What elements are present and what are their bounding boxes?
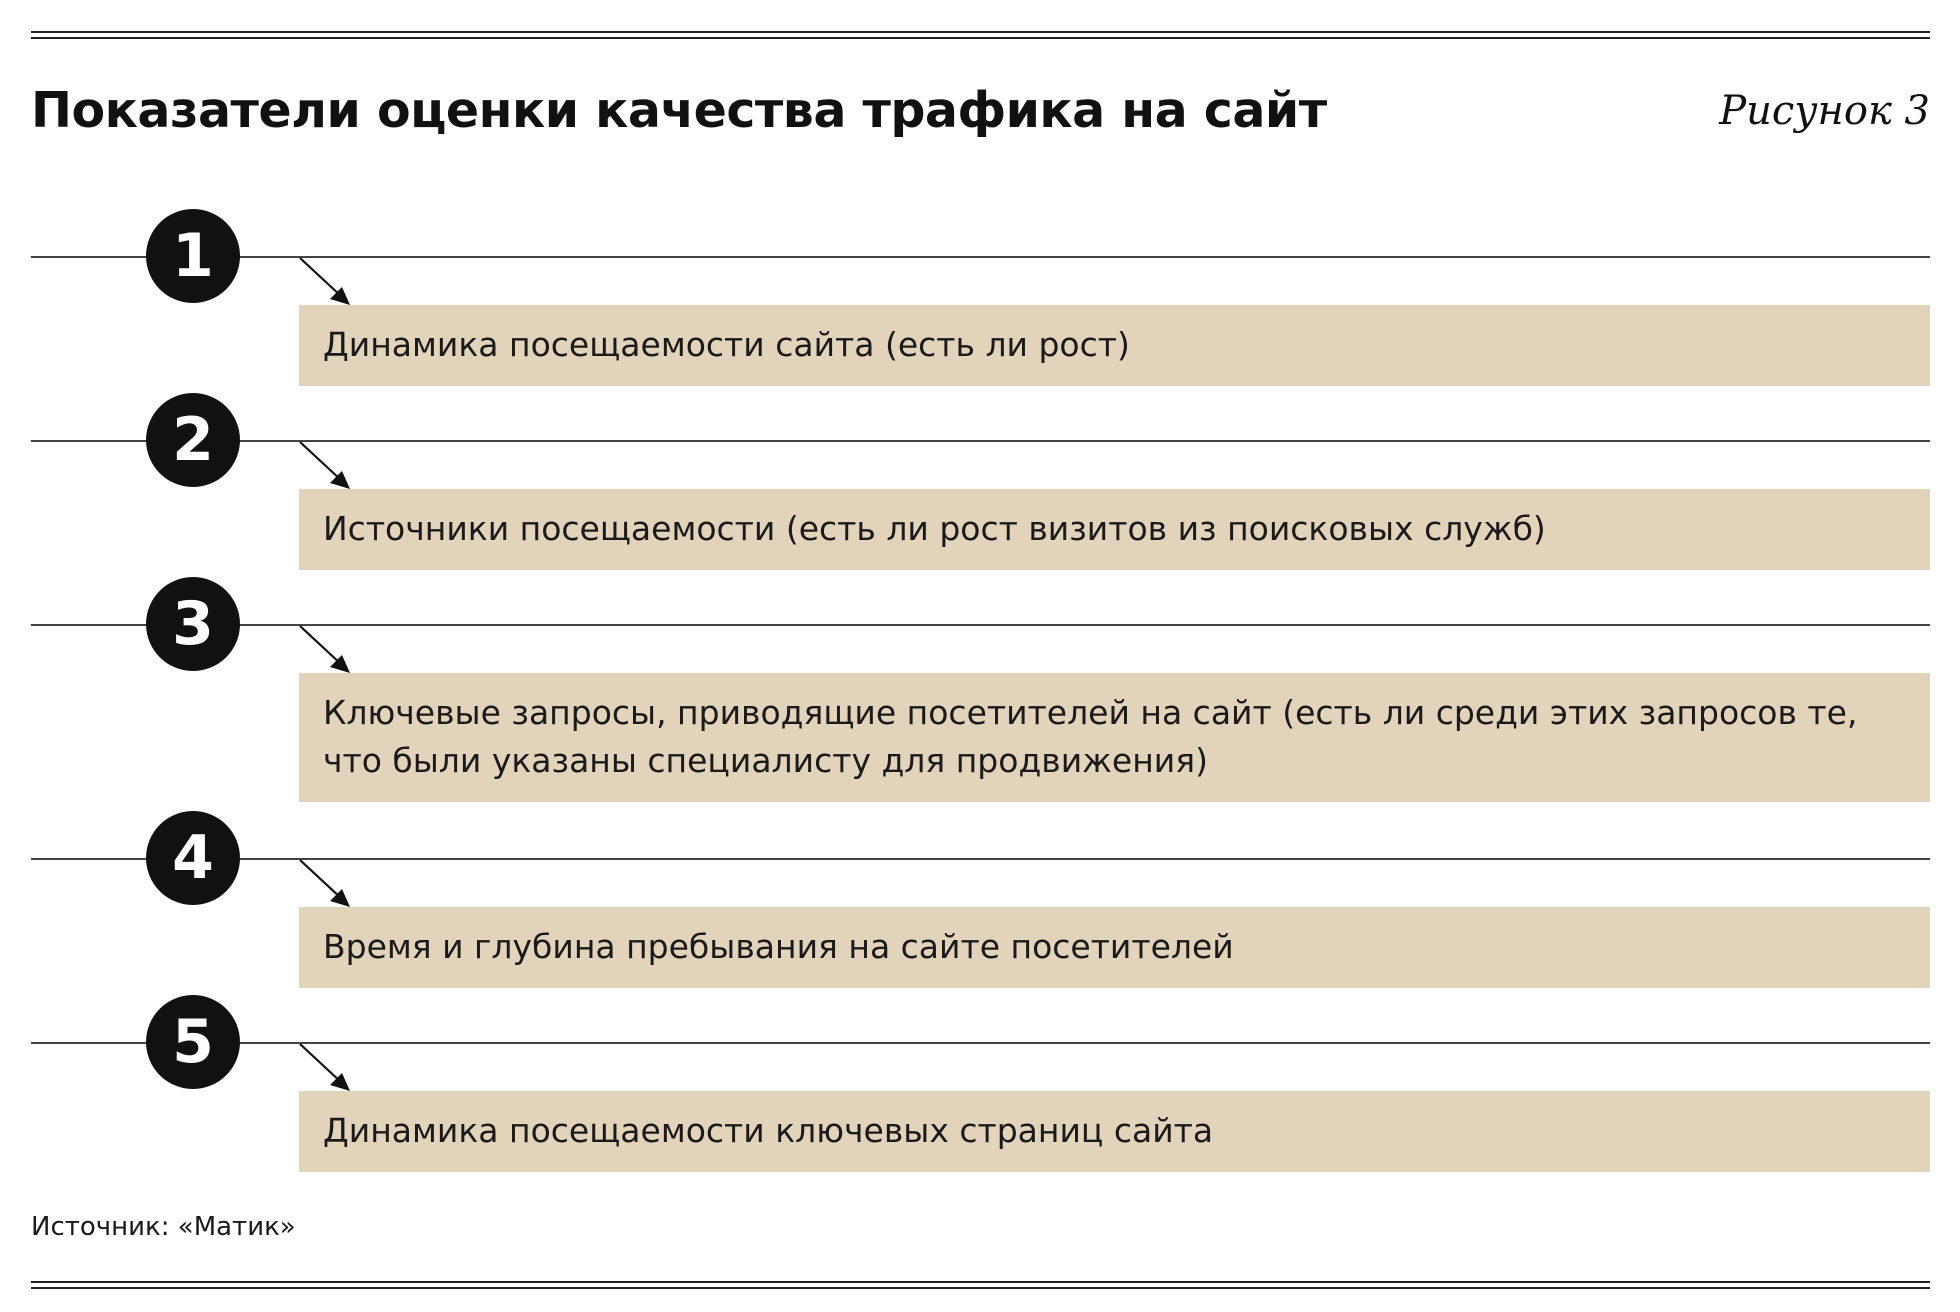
bottom-double-rule [31, 1281, 1930, 1289]
arrow-down-right-icon [298, 1042, 354, 1094]
source-note: Источник: «Матик» [31, 1212, 296, 1242]
step-number-badge: 4 [146, 811, 240, 905]
step-text-box: Динамика посещаемости ключевых страниц сайта [299, 1091, 1930, 1172]
arrow-down-right-icon [298, 440, 354, 492]
top-double-rule [31, 31, 1930, 39]
step-number-badge: 1 [146, 209, 240, 303]
arrow-down-right-icon [298, 858, 354, 910]
arrow-down-right-icon [298, 256, 354, 308]
step-text-box: Ключевые запросы, приводящие посетителей на сайт (есть ли среди этих запросов те, что были указаны специалисту для продвижения) [299, 673, 1930, 802]
arrow-down-right-icon [298, 624, 354, 676]
step-number-badge: 2 [146, 393, 240, 487]
step-text-box: Время и глубина пребывания на сайте посетителей [299, 907, 1930, 988]
step-number-badge: 3 [146, 577, 240, 671]
step-text-box: Источники посещаемости (есть ли рост визитов из поисковых служб) [299, 489, 1930, 570]
figure-label: Рисунок 3 [1719, 88, 1930, 134]
step-text-box: Динамика посещаемости сайта (есть ли рост) [299, 305, 1930, 386]
page-title: Показатели оценки качества трафика на сайт [31, 82, 1327, 139]
step-number-badge: 5 [146, 995, 240, 1089]
